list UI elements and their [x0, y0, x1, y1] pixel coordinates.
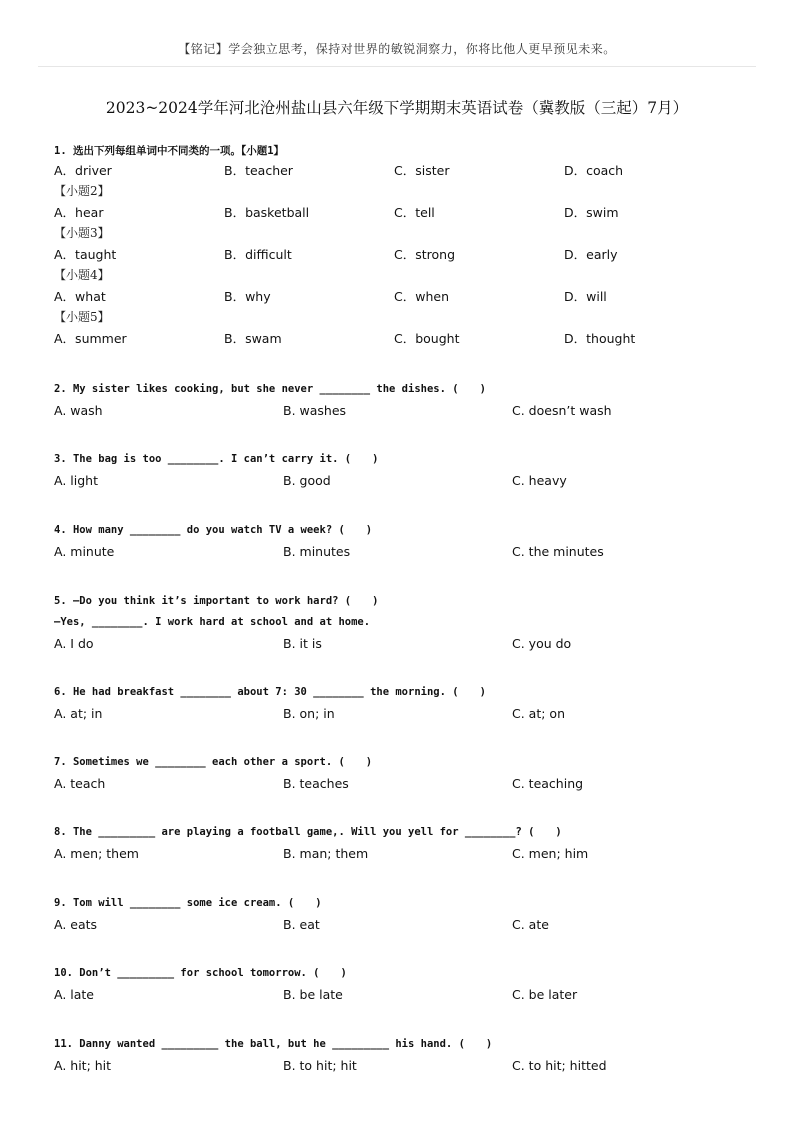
question-9	[54, 894, 754, 935]
question-10-stem: 10. Don’t _________ for school tomorrow. ( )	[54, 967, 347, 979]
motto-banner: 【铭记】学会独立思考，保持对世界的敏锐洞察力，你将比他人更早预见未来。	[178, 42, 616, 56]
option-a: A．taught	[54, 247, 117, 262]
subquestion-5-label: 【小题5】	[54, 310, 110, 324]
question-4-stem: 4. How many ________ do you watch TV a week? ( )	[54, 524, 373, 536]
question-4	[54, 521, 754, 562]
subquestion-3-label: 【小题3】	[54, 226, 110, 240]
option-a: A. eats	[54, 917, 98, 932]
question-7-options	[54, 773, 754, 794]
option-b: B. good	[283, 473, 331, 488]
option-b: B. it is	[283, 636, 322, 651]
option-c: C. doesn’t wash	[512, 403, 612, 418]
option-a: A. I do	[54, 636, 94, 651]
option-a: A. light	[54, 473, 98, 488]
option-a: A. wash	[54, 403, 103, 418]
option-a: A. hit; hit	[54, 1058, 112, 1073]
option-c: C. be later	[512, 987, 578, 1002]
question-3-options	[54, 470, 754, 491]
question-11-options	[54, 1055, 754, 1076]
option-d: D．coach	[564, 163, 624, 178]
option-a: A. men; them	[54, 846, 139, 861]
option-b: B．why	[224, 289, 271, 304]
option-c: C. the minutes	[512, 544, 604, 559]
option-d: D．will	[564, 289, 607, 304]
question-10-options	[54, 984, 754, 1005]
option-b: B．teacher	[224, 163, 293, 178]
question-5-dialogue: —Yes, ________. I work hard at school and at home.	[54, 616, 371, 628]
question-8	[54, 823, 754, 864]
option-c: C. heavy	[512, 473, 567, 488]
option-d: D．swim	[564, 205, 619, 220]
question-6-stem: 6. He had breakfast ________ about 7: 30 ________ the morning. ( )	[54, 686, 486, 698]
option-b: B．swam	[224, 331, 282, 346]
header-divider	[38, 66, 756, 67]
option-b: B. teaches	[283, 776, 349, 791]
option-c: C. teaching	[512, 776, 584, 791]
question-9-stem: 9. Tom will ________ some ice cream. ( )	[54, 897, 322, 909]
question-8-options	[54, 843, 754, 864]
option-b: B. minutes	[283, 544, 351, 559]
exam-title: 2023~2024学年河北沧州盐山县六年级下学期期末英语试卷（冀教版（三起）7月）	[105, 99, 689, 117]
option-b: B. man; them	[283, 846, 369, 861]
option-c: C. to hit; hitted	[512, 1058, 607, 1073]
question-9-options	[54, 914, 754, 935]
question-5-options	[54, 633, 754, 654]
option-a: A. at; in	[54, 706, 103, 721]
option-a: A．summer	[54, 331, 127, 346]
question-1	[54, 142, 754, 349]
option-c: C. you do	[512, 636, 572, 651]
question-2	[54, 380, 754, 421]
option-d: D．thought	[564, 331, 636, 346]
option-a: A. teach	[54, 776, 106, 791]
option-c: C．sister	[394, 163, 450, 178]
option-b: B. eat	[283, 917, 320, 932]
option-b: B. to hit; hit	[283, 1058, 357, 1073]
option-a: A．what	[54, 289, 106, 304]
question-11	[54, 1035, 754, 1076]
question-1-group-3-options	[54, 244, 754, 265]
question-1-group-4-options	[54, 286, 754, 307]
option-b: B．basketball	[224, 205, 310, 220]
option-b: B. be late	[283, 987, 343, 1002]
option-b: B. on; in	[283, 706, 335, 721]
question-1-group-5-options	[54, 328, 754, 349]
option-c: C. ate	[512, 917, 549, 932]
question-8-stem: 8. The _________ are playing a football game,. Will you yell for ________? ( )	[54, 826, 562, 838]
option-b: B. washes	[283, 403, 347, 418]
option-d: D．early	[564, 247, 618, 262]
question-1-group-1-options	[54, 160, 754, 181]
option-a: A．hear	[54, 205, 104, 220]
question-5	[54, 592, 754, 654]
subquestion-2-label: 【小题2】	[54, 184, 110, 198]
question-3-stem: 3. The bag is too ________. I can’t carry it. ( )	[54, 453, 379, 465]
subquestion-4-label: 【小题4】	[54, 268, 110, 282]
question-3	[54, 450, 754, 491]
option-c: C．when	[394, 289, 449, 304]
option-c: C．strong	[394, 247, 456, 262]
question-11-stem: 11. Danny wanted _________ the ball, but he _________ his hand. ( )	[54, 1038, 493, 1050]
question-6-options	[54, 703, 754, 724]
option-a: A．driver	[54, 163, 112, 178]
option-c: C．tell	[394, 205, 435, 220]
question-10	[54, 964, 754, 1005]
question-6	[54, 683, 754, 724]
question-1-group-2-options	[54, 202, 754, 223]
option-c: C. at; on	[512, 706, 565, 721]
option-a: A. late	[54, 987, 95, 1002]
question-7-stem: 7. Sometimes we ________ each other a sport. ( )	[54, 756, 373, 768]
question-1-stem: 1. 选出下列每组单词中不同类的一项。【小题1】	[54, 145, 285, 157]
option-c: C. men; him	[512, 846, 589, 861]
option-b: B．difficult	[224, 247, 292, 262]
question-2-options	[54, 400, 754, 421]
question-4-options	[54, 541, 754, 562]
question-5-stem: 5. —Do you think it’s important to work hard? ( )	[54, 595, 379, 607]
option-a: A. minute	[54, 544, 115, 559]
option-c: C．bought	[394, 331, 460, 346]
question-2-stem: 2. My sister likes cooking, but she never ________ the dishes. ( )	[54, 383, 486, 395]
question-7	[54, 753, 754, 794]
